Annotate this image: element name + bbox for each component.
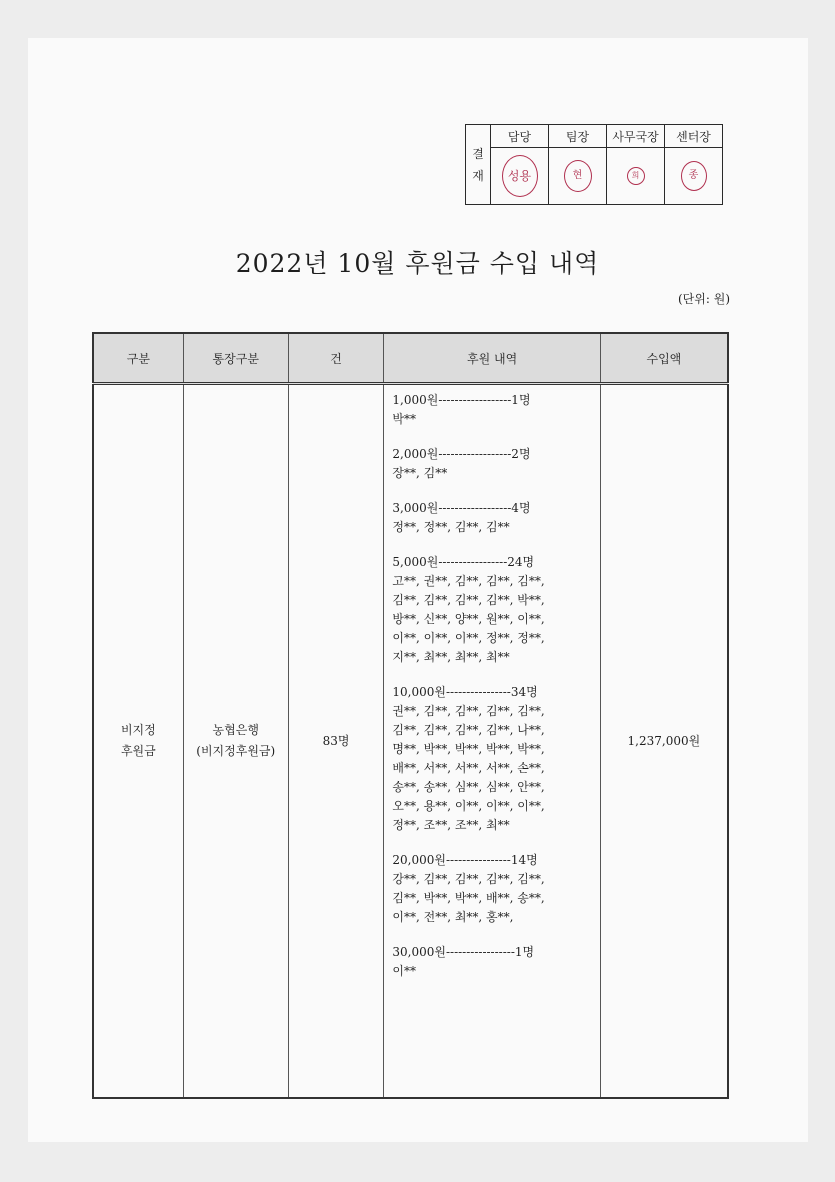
amount-line: 30,000원-----------------1명 bbox=[392, 945, 535, 959]
page-title: 2022년 10월 후원금 수입 내역 bbox=[235, 249, 600, 278]
amount-group bbox=[392, 683, 595, 835]
seal-stamp: 현 bbox=[564, 160, 592, 192]
amount-line: 2,000원------------------2명 bbox=[392, 447, 531, 461]
donation-table bbox=[92, 332, 729, 1099]
seal-stamp: 성용 bbox=[502, 155, 538, 197]
approval-side-label: 결 재 bbox=[466, 125, 491, 205]
donor-names: 박** bbox=[392, 412, 416, 426]
header-income: 수입액 bbox=[600, 333, 728, 384]
approval-role-center-director: 센터장 bbox=[665, 125, 723, 148]
approval-role-staff: 담당 bbox=[491, 125, 549, 148]
table-header-row bbox=[93, 333, 728, 384]
donor-names: 장**, 김** bbox=[392, 466, 448, 480]
table-row bbox=[93, 384, 728, 1099]
amount-line: 5,000원-----------------24명 bbox=[392, 555, 535, 569]
seal-stamp: 희 bbox=[627, 167, 645, 185]
amount-group bbox=[392, 851, 595, 927]
header-count: 건 bbox=[288, 333, 384, 384]
approval-role-secretary-general: 사무국장 bbox=[607, 125, 665, 148]
unit-note: (단위: 원) bbox=[678, 292, 730, 306]
signature-cell-staff bbox=[491, 148, 549, 205]
donor-names: 권**, 김**, 김**, 김**, 김**, 김**, 김**, 김**, 김**, 나**, 명**, 박**, 박**, 박**, 박**, 배**, 서**, 서**, 서**, 손**, 송**, 송**, 심**, 심**, 안**, 오**, 용**, 이**, 이**, 이**, 정**, 조**, 조**, 최** bbox=[392, 704, 545, 832]
approval-role-team-lead: 팀장 bbox=[549, 125, 607, 148]
cell-income: 1,237,000원 bbox=[600, 384, 728, 1099]
amount-group bbox=[392, 391, 595, 429]
cell-category: 비지정 후원금 bbox=[93, 384, 183, 1099]
header-category: 구분 bbox=[93, 333, 183, 384]
header-account: 통장구분 bbox=[183, 333, 288, 384]
amount-group bbox=[392, 445, 595, 483]
signature-cell-center-director bbox=[665, 148, 723, 205]
donor-names: 정**, 정**, 김**, 김** bbox=[392, 520, 510, 534]
amount-line: 20,000원----------------14명 bbox=[392, 853, 538, 867]
header-details: 후원 내역 bbox=[384, 333, 600, 384]
amount-line: 3,000원------------------4명 bbox=[392, 501, 531, 515]
amount-line: 10,000원----------------34명 bbox=[392, 685, 538, 699]
seal-stamp: 종 bbox=[681, 161, 707, 191]
amount-group bbox=[392, 553, 595, 667]
signature-cell-secretary-general bbox=[607, 148, 665, 205]
cell-details bbox=[384, 384, 600, 1099]
cell-count: 83명 bbox=[288, 384, 384, 1099]
amount-line: 1,000원------------------1명 bbox=[392, 393, 531, 407]
signature-cell-team-lead bbox=[549, 148, 607, 205]
donor-names: 이** bbox=[392, 964, 416, 978]
donor-names: 강**, 김**, 김**, 김**, 김**, 김**, 박**, 박**, 배**, 송**, 이**, 전**, 최**, 홍**, bbox=[392, 872, 545, 924]
amount-group bbox=[392, 499, 595, 537]
approval-box bbox=[465, 124, 723, 205]
amount-group bbox=[392, 943, 595, 981]
donor-names: 고**, 권**, 김**, 김**, 김**, 김**, 김**, 김**, 김**, 박**, 방**, 신**, 양**, 원**, 이**, 이**, 이**, 이**, 정**, 정**, 지**, 최**, 최**, 최** bbox=[392, 574, 545, 664]
cell-account: 농협은행 (비지정후원금) bbox=[183, 384, 288, 1099]
